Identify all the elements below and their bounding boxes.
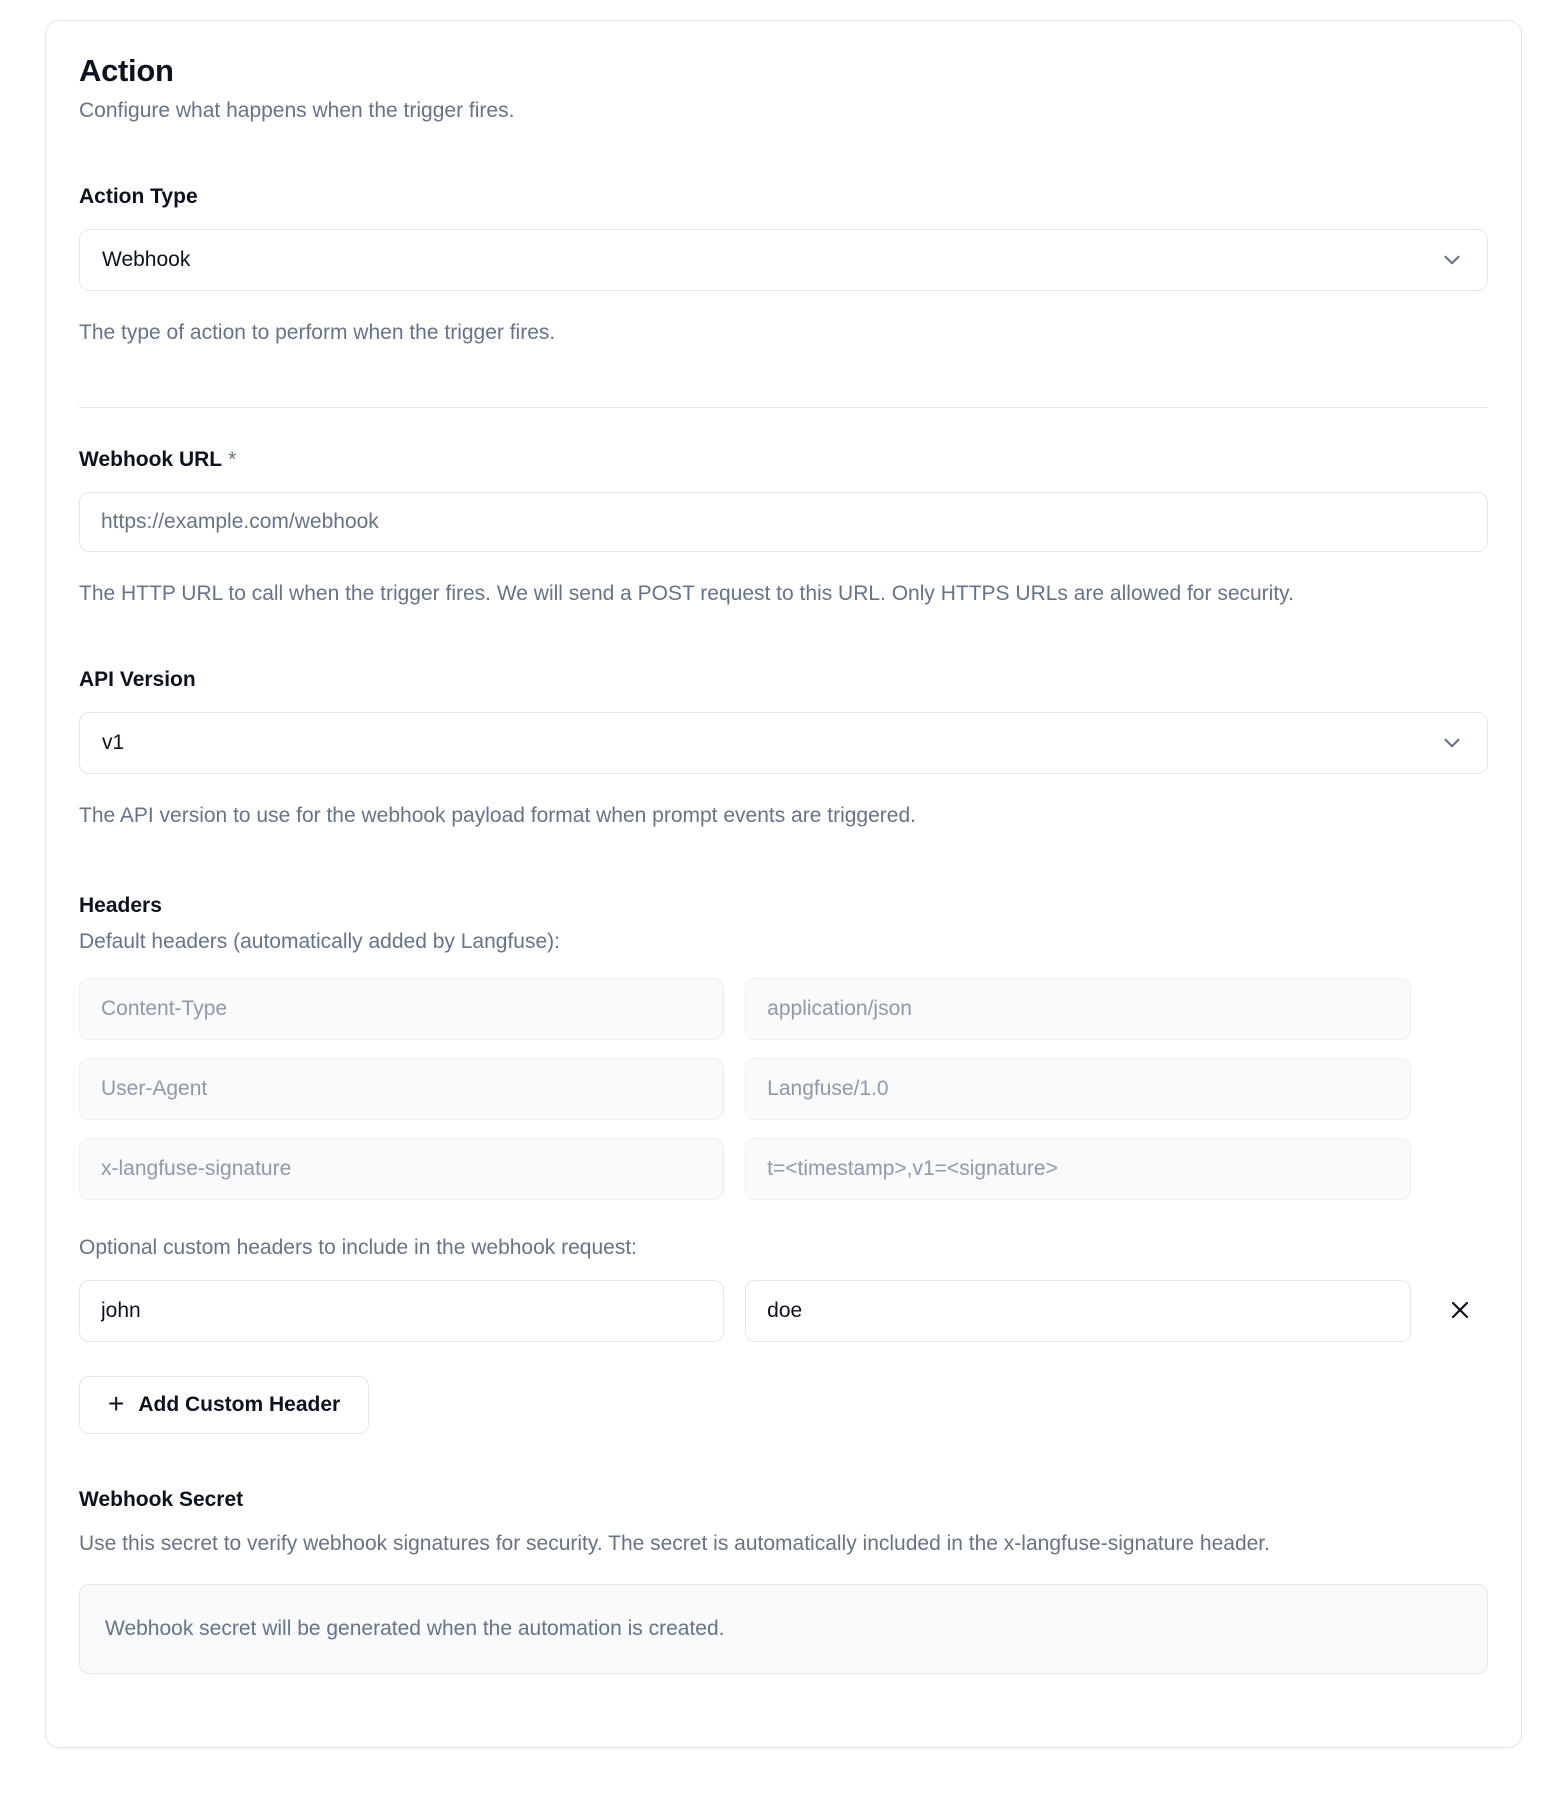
default-header-row: [79, 978, 1488, 1040]
plus-icon: +: [108, 1388, 125, 1419]
page-title: Action: [79, 53, 174, 88]
api-version-selected-value: v1: [102, 731, 125, 754]
webhook-secret-description: Use this secret to verify webhook signatures for security. The secret is automatically included in the x-langfuse-signature header.: [79, 1532, 1270, 1555]
action-type-select[interactable]: [79, 229, 1488, 291]
action-type-help: The type of action to perform when the trigger fires.: [79, 321, 556, 344]
header-key-input: [79, 1138, 724, 1200]
webhook-secret-box: [79, 1584, 1488, 1674]
custom-header-value-input[interactable]: [745, 1280, 1411, 1342]
required-asterisk: *: [228, 448, 237, 471]
chevron-down-icon: [1439, 247, 1465, 273]
action-type-label: Action Type: [79, 185, 198, 208]
default-header-row: [79, 1138, 1488, 1200]
page-subtitle: Configure what happens when the trigger fires.: [79, 99, 515, 122]
close-icon: [1448, 1298, 1472, 1325]
chevron-down-icon: [1439, 730, 1465, 756]
webhook-secret-note: Webhook secret will be generated when the automation is created.: [105, 1617, 725, 1640]
api-version-select[interactable]: [79, 712, 1488, 774]
section-divider: [79, 407, 1488, 408]
remove-header-button[interactable]: [1438, 1289, 1482, 1333]
action-type-selected-value: Webhook: [102, 248, 191, 271]
add-custom-header-button[interactable]: [79, 1376, 369, 1434]
webhook-url-label-text: Webhook URL: [79, 448, 223, 471]
header-value-input: [745, 978, 1411, 1040]
custom-header-row: [79, 1280, 1488, 1342]
webhook-url-input[interactable]: [79, 492, 1488, 552]
webhook-url-label: [79, 448, 1488, 472]
header-key-input: [79, 978, 724, 1040]
add-custom-header-label: Add Custom Header: [138, 1393, 341, 1416]
api-version-help: The API version to use for the webhook payload format when prompt events are triggered.: [79, 804, 916, 827]
custom-headers-caption: Optional custom headers to include in the webhook request:: [79, 1236, 638, 1259]
webhook-secret-label: Webhook Secret: [79, 1488, 244, 1511]
webhook-url-help: The HTTP URL to call when the trigger fires. We will send a POST request to this URL. Only HTTPS URLs are allowed for security.: [79, 582, 1294, 605]
headers-label: Headers: [79, 894, 162, 917]
action-card: [45, 20, 1522, 1748]
header-key-input: [79, 1058, 724, 1120]
header-value-input: [745, 1058, 1411, 1120]
default-header-row: [79, 1058, 1488, 1120]
default-headers-caption: Default headers (automatically added by Langfuse):: [79, 930, 560, 953]
header-value-input: [745, 1138, 1411, 1200]
api-version-label: API Version: [79, 668, 196, 691]
custom-header-key-input[interactable]: [79, 1280, 724, 1342]
